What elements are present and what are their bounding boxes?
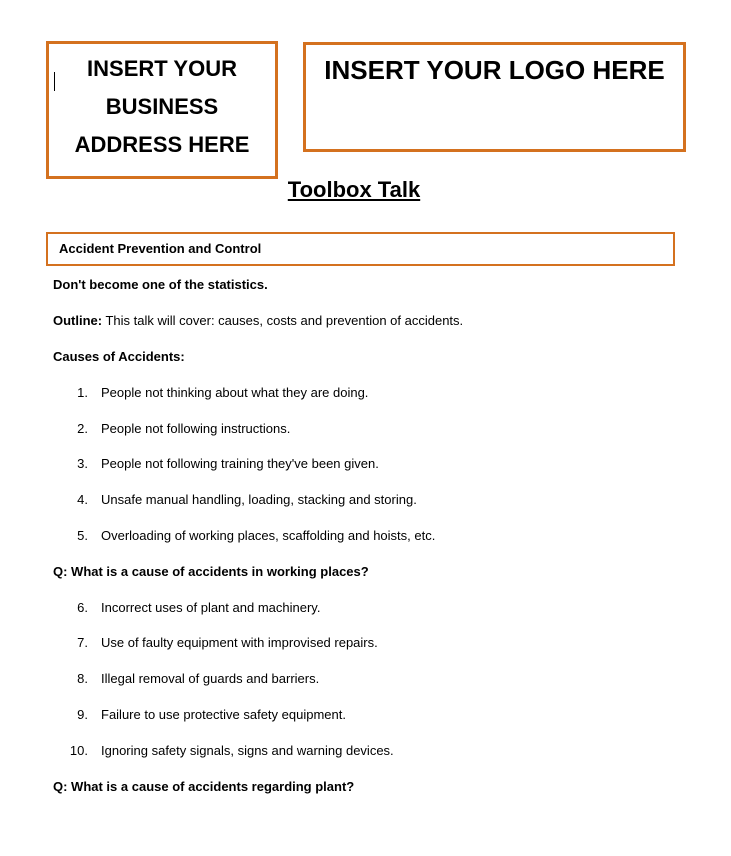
list-item-text: Illegal removal of guards and barriers. (101, 671, 320, 686)
list-item-number: 10. (69, 743, 88, 758)
causes-heading: Causes of Accidents: (53, 349, 185, 364)
topic-title: Accident Prevention and Control (59, 241, 262, 256)
list-item-number: 4. (77, 492, 88, 507)
intro-text: Don't become one of the statistics. (53, 277, 268, 292)
outline-label: Outline: (53, 313, 103, 328)
address-line: BUSINESS (105, 94, 219, 119)
list-item-text: Failure to use protective safety equipment. (101, 707, 346, 722)
list-item-number: 2. (77, 421, 88, 436)
list-item-number: 6. (77, 600, 88, 615)
logo-placeholder-box[interactable] (303, 42, 686, 152)
list-item-text: People not following instructions. (101, 421, 291, 436)
question-2: Q: What is a cause of accidents regarding plant? (53, 779, 355, 794)
list-item-number: 7. (77, 635, 88, 650)
outline-text: This talk will cover: causes, costs and prevention of accidents. (102, 313, 464, 328)
list-item-number: 5. (77, 528, 88, 543)
list-item-text: People not thinking about what they are doing. (101, 385, 369, 400)
list-item-number: 3. (77, 456, 88, 471)
list-item-text: People not following training they've been given. (101, 456, 379, 471)
text-cursor (54, 72, 55, 91)
address-line: INSERT YOUR (87, 56, 237, 81)
list-item-text: Ignoring safety signals, signs and warning devices. (101, 743, 394, 758)
list-item-text: Overloading of working places, scaffolding and hoists, etc. (101, 528, 436, 543)
list-item-number: 8. (77, 671, 88, 686)
outline-paragraph (53, 313, 463, 328)
topic-box (46, 232, 675, 266)
list-item-text: Unsafe manual handling, loading, stacking and storing. (101, 492, 417, 507)
list-item-text: Incorrect uses of plant and machinery. (101, 600, 321, 615)
logo-placeholder-text: INSERT YOUR LOGO HERE (324, 55, 665, 85)
address-line: ADDRESS HERE (74, 132, 250, 157)
question-1: Q: What is a cause of accidents in working places? (53, 564, 369, 579)
business-address-box[interactable] (46, 41, 278, 179)
list-item-number: 1. (77, 385, 88, 400)
document-title: Toolbox Talk (287, 177, 421, 202)
list-item-text: Use of faulty equipment with improvised repairs. (101, 635, 378, 650)
list-item-number: 9. (77, 707, 88, 722)
